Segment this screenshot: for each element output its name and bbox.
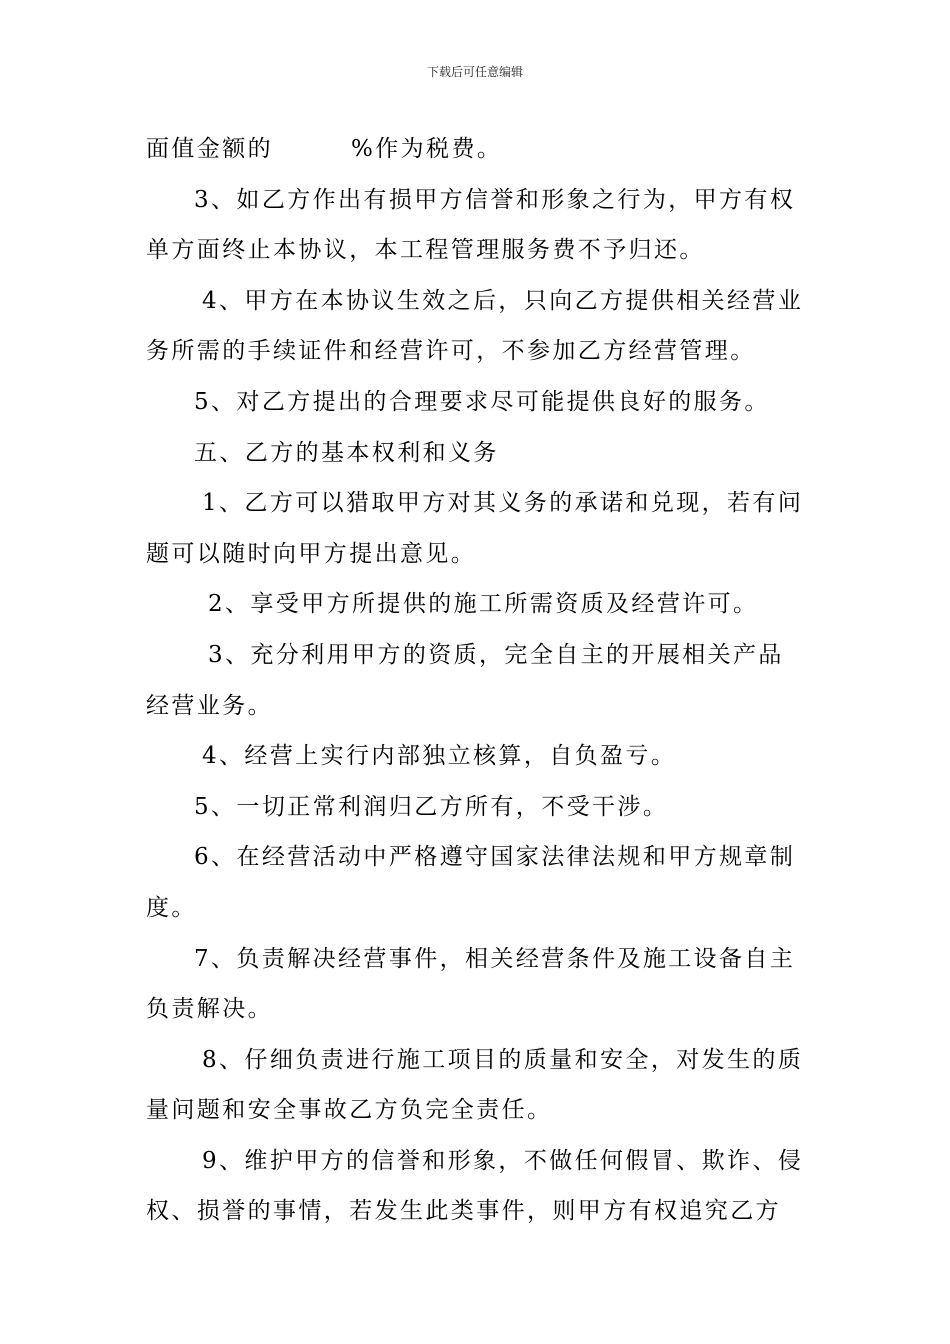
clause-8: 8、仔细负责进行施工项目的质量和安全，对发生的质: [202, 1046, 804, 1073]
text-segment: %作为税费。: [351, 136, 503, 162]
clause-6: 6、在经营活动中严格遵守国家法律法规和甲方规章制: [194, 844, 796, 871]
document-body: [146, 124, 806, 1237]
text-segment: 面值金额的: [146, 136, 273, 162]
paragraph-line: 单方面终止本协议，本工程管理服务费不予归还。: [146, 237, 705, 264]
paragraph-line: 经营业务。: [146, 692, 273, 719]
clause-9: 9、维护甲方的信誉和形象，不做任何假冒、欺诈、侵: [202, 1147, 804, 1174]
paragraph-line: [146, 124, 806, 175]
paragraph-line: 量问题和安全事故乙方负完全责任。: [146, 1097, 553, 1124]
clause-4: 4、甲方在本协议生效之后，只向乙方提供相关经营业: [202, 287, 804, 314]
page-header: 下载后可任意编辑: [426, 65, 523, 79]
clause-1: 1、乙方可以猎取甲方对其义务的承诺和兑现，若有问: [202, 490, 804, 517]
clause-4b: 4、经营上实行内部独立核算，自负盈亏。: [202, 743, 677, 770]
clause-7: 7、负责解决经营事件，相关经营条件及施工设备自主: [194, 945, 796, 972]
clause-2: 2、享受甲方所提供的施工所需资质及经营许可。: [208, 591, 759, 618]
clause-3: 3、如乙方作出有损甲方信誉和形象之行为，甲方有权: [194, 186, 796, 213]
paragraph-line: 务所需的手续证件和经营许可，不参加乙方经营管理。: [146, 338, 756, 365]
clause-5b: 5、一切正常利润归乙方所有，不受干涉。: [194, 793, 669, 820]
clause-3b: 3、充分利用甲方的资质，完全自主的开展相关产品: [208, 641, 784, 668]
paragraph-line: 题可以随时向甲方提出意见。: [146, 540, 477, 567]
paragraph-line: 度。: [146, 894, 197, 921]
paragraph-line: 负责解决。: [146, 996, 273, 1023]
clause-5: 5、对乙方提出的合理要求尽可能提供良好的服务。: [194, 388, 770, 415]
paragraph-line: 权、损誉的事情，若发生此类事件，则甲方有权追究乙方: [146, 1198, 781, 1225]
section-heading: 五、乙方的基本权利和义务: [194, 439, 499, 466]
